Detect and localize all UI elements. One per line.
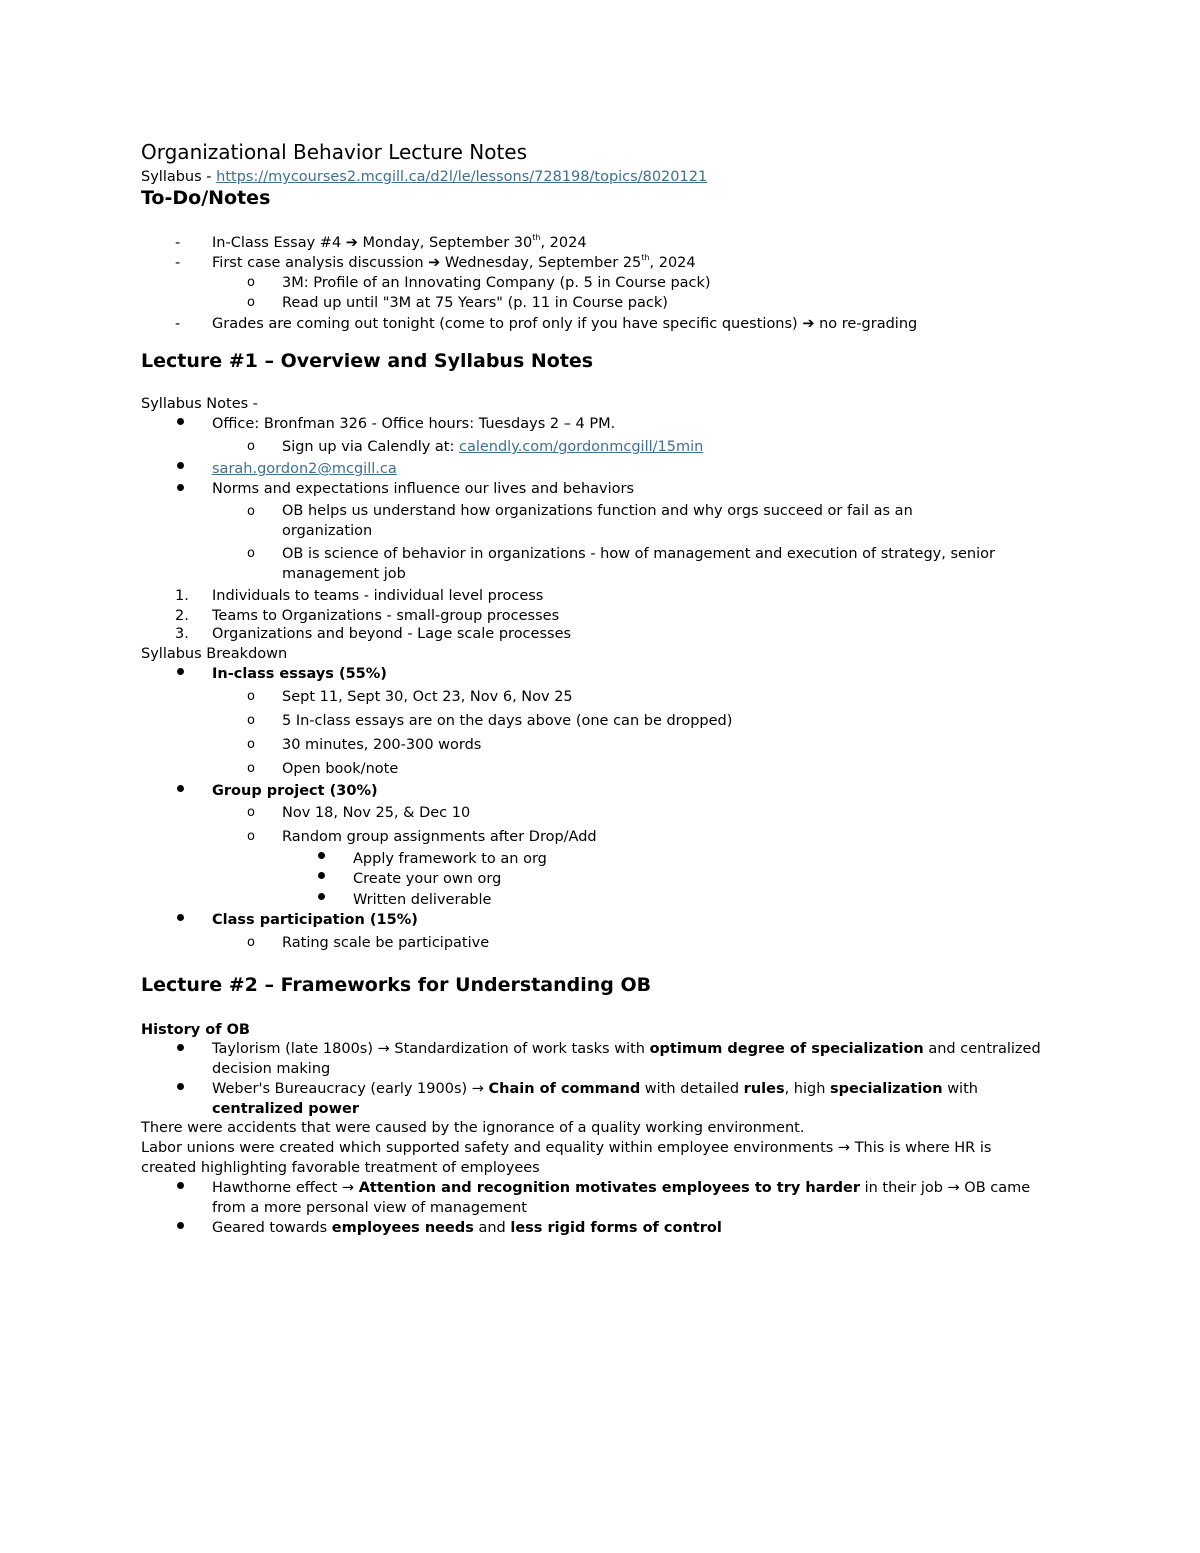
essays-item: In-class essays (55%) <box>212 666 387 682</box>
number-marker: 3. <box>175 626 189 642</box>
circle-marker: o <box>247 504 255 519</box>
taylorism-item <box>212 1039 1042 1079</box>
bullet-icon <box>177 668 184 675</box>
syllabus-link[interactable]: https://mycourses2.mcgill.ca/d2l/le/lessons/728198/topics/8020121 <box>216 169 708 185</box>
dash-marker: - <box>175 316 181 332</box>
hawthorne-emphasis: Attention and recognition motivates employees to try harder <box>358 1180 860 1196</box>
essays-open-book: Open book/note <box>282 761 399 777</box>
group-assignments: Random group assignments after Drop/Add <box>282 829 597 845</box>
todo-item-grades: Grades are coming out tonight (come to prof only if you have specific questions) ➔ no re-grading <box>212 316 918 332</box>
weber-text: Weber's Bureaucracy (early 1900s) → <box>212 1081 489 1097</box>
todo-subitem-read: Read up until "3M at 75 Years" (p. 11 in Course pack) <box>282 295 668 311</box>
ordinal-suffix: th <box>532 233 541 243</box>
group-dates: Nov 18, Nov 25, & Dec 10 <box>282 805 471 821</box>
norms-item: Norms and expectations influence our lives and behaviors <box>212 481 635 497</box>
hawthorne-item <box>212 1178 1052 1218</box>
syllabus-line <box>141 167 707 187</box>
circle-marker: o <box>247 546 255 561</box>
todo-item-essay-year: , 2024 <box>540 235 587 251</box>
office-info: Office: Bronfman 326 - Office hours: Tuesdays 2 – 4 PM. <box>212 416 616 432</box>
taylorism-text: Taylorism (late 1800s) → Standardization of work tasks with <box>212 1041 650 1057</box>
accidents-paragraph: There were accidents that were caused by the ignorance of a quality working environment. <box>141 1120 805 1136</box>
circle-marker: o <box>247 737 255 752</box>
norms-sub-science: OB is science of behavior in organizations - how of management and execution of strategy, senior management job <box>282 546 995 582</box>
bullet-icon <box>318 893 325 900</box>
geared-item <box>212 1218 722 1238</box>
todo-item-case-year: , 2024 <box>649 255 696 271</box>
weber-text-4: with <box>942 1081 978 1097</box>
geared-and: and <box>473 1220 511 1236</box>
essays-count: 5 In-class essays are on the days above (one can be dropped) <box>282 713 733 729</box>
todo-item-case <box>212 253 696 273</box>
geared-control: less rigid forms of control <box>510 1220 722 1236</box>
dash-marker: - <box>175 235 181 251</box>
bullet-icon <box>177 1044 184 1051</box>
calendly-link[interactable]: calendly.com/gordonmcgill/15min <box>458 439 704 455</box>
group-create-org: Create your own org <box>353 871 502 887</box>
participation-item: Class participation (15%) <box>212 912 418 928</box>
geared-text: Geared towards <box>212 1220 332 1236</box>
todo-heading: To-Do/Notes <box>141 187 271 209</box>
number-marker: 1. <box>175 588 189 604</box>
circle-marker: o <box>247 295 255 310</box>
history-heading: History of OB <box>141 1022 250 1038</box>
circle-marker: o <box>247 689 255 704</box>
level-teams: Teams to Organizations - small-group processes <box>212 608 560 624</box>
group-project-item: Group project (30%) <box>212 783 378 799</box>
calendly-label: Sign up via Calendly at: <box>282 439 459 455</box>
weber-item <box>212 1079 1042 1119</box>
todo-item-case-text: First case analysis discussion ➔ Wednesday, September 25 <box>212 255 642 271</box>
todo-subitem-3m: 3M: Profile of an Innovating Company (p. 5 in Course pack) <box>282 275 711 291</box>
weber-text-3: , high <box>784 1081 831 1097</box>
labor-unions-paragraph: Labor unions were created which supported safety and equality within employee environments → This is where HR is created highlighting favorable treatment of employees <box>141 1140 992 1176</box>
ordinal-suffix: th <box>641 253 650 263</box>
participation-rating: Rating scale be participative <box>282 935 490 951</box>
lecture1-heading: Lecture #1 – Overview and Syllabus Notes <box>141 350 594 372</box>
document-title: Organizational Behavior Lecture Notes <box>141 140 528 164</box>
email-link[interactable]: sarah.gordon2@mcgill.ca <box>212 461 397 477</box>
norms-sub-understand: OB helps us understand how organizations function and why orgs succeed or fail as an organization <box>282 503 913 539</box>
circle-marker: o <box>247 275 255 290</box>
weber-centralized: centralized power <box>212 1101 359 1117</box>
todo-item-essay-text: In-Class Essay #4 ➔ Monday, September 30 <box>212 235 533 251</box>
essays-dates: Sept 11, Sept 30, Oct 23, Nov 6, Nov 25 <box>282 689 573 705</box>
syllabus-notes-label: Syllabus Notes - <box>141 396 259 412</box>
circle-marker: o <box>247 713 255 728</box>
bullet-icon <box>177 1083 184 1090</box>
bullet-icon <box>177 914 184 921</box>
group-written: Written deliverable <box>353 892 492 908</box>
weber-chain: Chain of command <box>488 1081 641 1097</box>
bullet-icon <box>177 1182 184 1189</box>
taylorism-emphasis: optimum degree of specialization <box>649 1041 924 1057</box>
circle-marker: o <box>247 439 255 454</box>
geared-needs: employees needs <box>331 1220 474 1236</box>
lecture2-heading: Lecture #2 – Frameworks for Understanding OB <box>141 974 652 996</box>
bullet-icon <box>177 785 184 792</box>
hawthorne-text-end: in their job → OB came from a more personal view of management <box>212 1180 1031 1216</box>
bullet-icon <box>177 484 184 491</box>
bullet-icon <box>318 852 325 859</box>
circle-marker: o <box>247 829 255 844</box>
weber-specialization: specialization <box>830 1081 943 1097</box>
hawthorne-text: Hawthorne effect → <box>212 1180 359 1196</box>
group-apply-framework: Apply framework to an org <box>353 851 547 867</box>
circle-marker: o <box>247 935 255 950</box>
weber-rules: rules <box>743 1081 785 1097</box>
todo-item-essay <box>212 233 587 253</box>
syllabus-breakdown-label: Syllabus Breakdown <box>141 646 288 662</box>
calendly-line <box>282 437 703 457</box>
bullet-icon <box>177 1222 184 1229</box>
syllabus-label: Syllabus - <box>141 169 217 185</box>
taylorism-text-end: and centralized decision making <box>212 1041 1041 1077</box>
weber-text-2: with detailed <box>640 1081 744 1097</box>
bullet-icon <box>177 418 184 425</box>
bullet-icon <box>318 872 325 879</box>
circle-marker: o <box>247 805 255 820</box>
circle-marker: o <box>247 761 255 776</box>
essays-length: 30 minutes, 200-300 words <box>282 737 482 753</box>
level-organizations: Organizations and beyond - Lage scale processes <box>212 626 572 642</box>
bullet-icon <box>177 462 184 469</box>
level-individuals: Individuals to teams - individual level process <box>212 588 544 604</box>
number-marker: 2. <box>175 608 189 624</box>
dash-marker: - <box>175 255 181 271</box>
